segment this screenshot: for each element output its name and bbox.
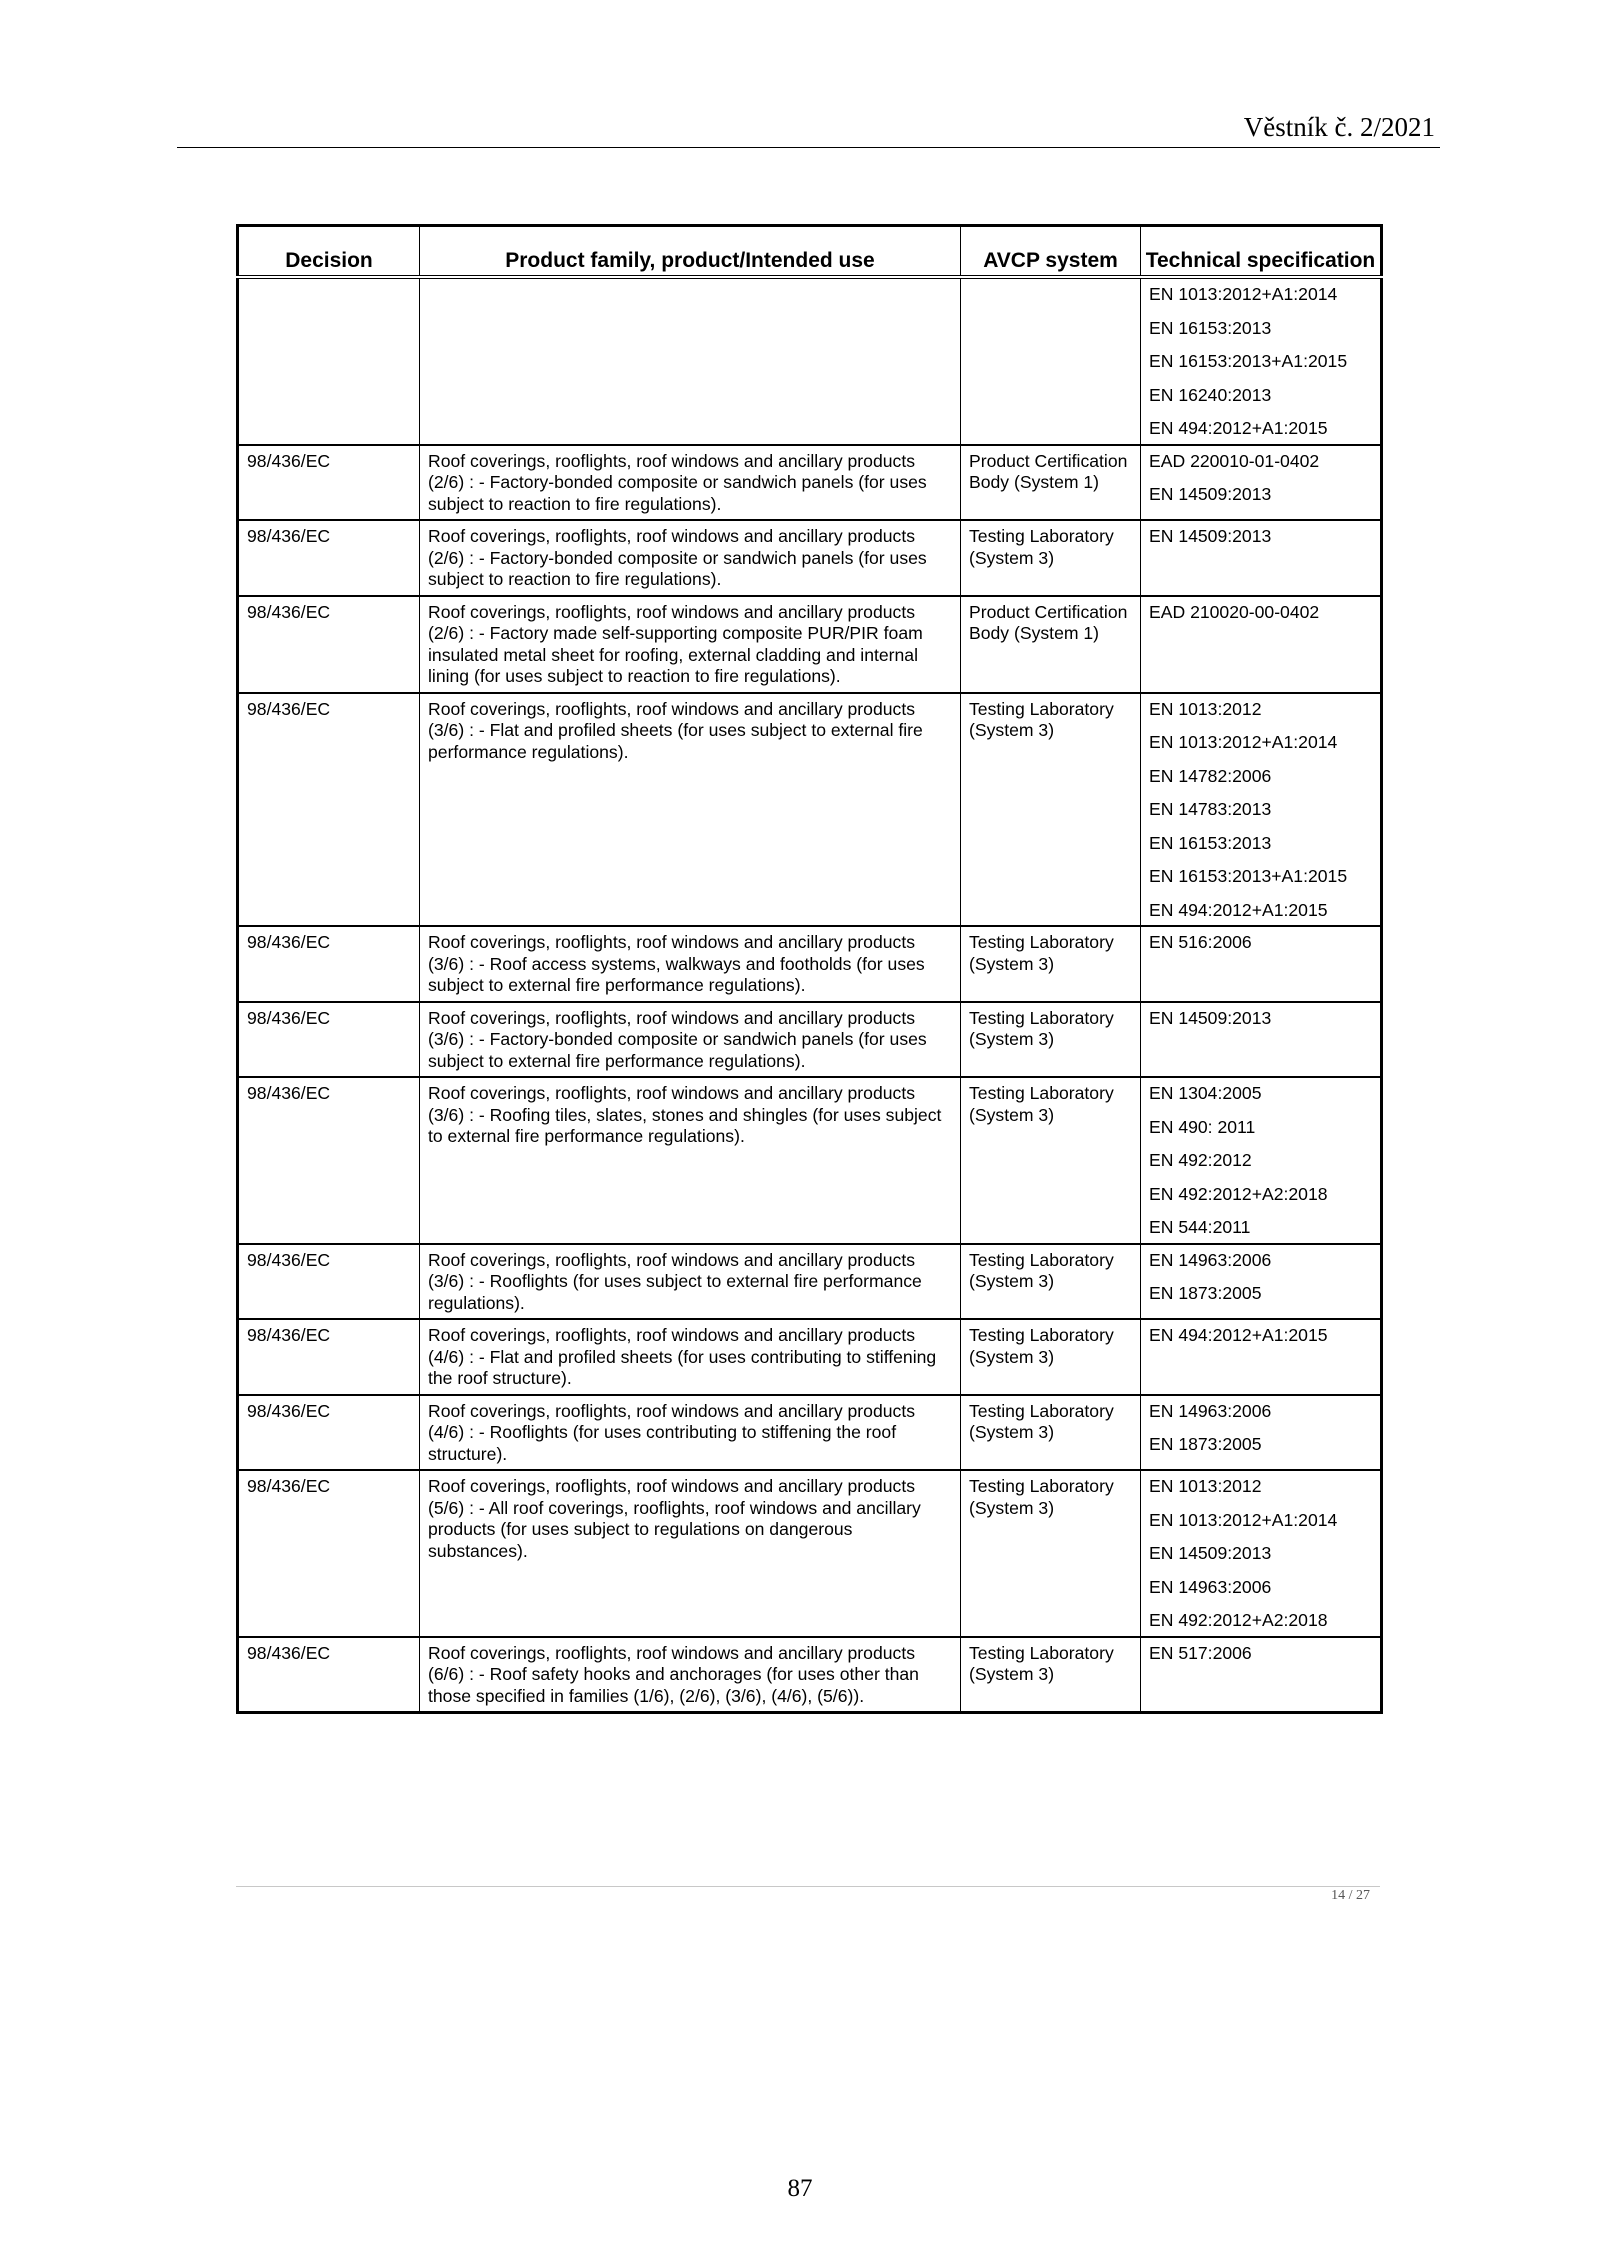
decision-cell: 98/436/EC: [238, 445, 420, 521]
product-cell: Roof coverings, rooflights, roof windows and ancillary products (4/6) : - Flat and profiled sheets (for uses contributing to stiffening the roof structure).: [420, 1319, 961, 1395]
table-row: [238, 1319, 1382, 1395]
spec-table-container: [236, 224, 1380, 1714]
decision-cell: 98/436/EC: [238, 520, 420, 596]
page-of-indicator: 14 / 27: [1331, 1888, 1370, 1903]
tech-spec-item: EN 1013:2012+A1:2014: [1149, 732, 1338, 752]
tech-spec-item: EN 14509:2013: [1149, 1543, 1272, 1563]
tech-spec-item: EN 492:2012: [1149, 1150, 1252, 1170]
tech-spec-item: EAD 220010-01-0402: [1149, 450, 1320, 471]
tech-spec-item: EN 1304:2005: [1149, 1083, 1262, 1103]
tech-spec-item: EAD 210020-00-0402: [1149, 601, 1320, 622]
tech-spec-item: EN 1013:2012: [1149, 698, 1262, 719]
product-cell: Roof coverings, rooflights, roof windows and ancillary products (5/6) : - All roof coverings, rooflights, roof windows and ancillary products (for uses subject to regulations on dangerous substances).: [420, 1470, 961, 1637]
table-row: [238, 1244, 1382, 1320]
column-header-product: Product family, product/Intended use: [420, 226, 961, 278]
avcp-cell: Testing Laboratory (System 3): [961, 1470, 1141, 1637]
table-header-row: [238, 226, 1382, 278]
avcp-cell: Testing Laboratory (System 3): [961, 1319, 1141, 1395]
spec-table: [236, 224, 1383, 1714]
tech-spec-item: EN 494:2012+A1:2015: [1149, 1325, 1328, 1345]
avcp-cell: Testing Laboratory (System 3): [961, 926, 1141, 1002]
decision-cell: 98/436/EC: [238, 693, 420, 927]
table-row: [238, 596, 1382, 693]
tech-spec-item: EN 517:2006: [1149, 1642, 1252, 1663]
table-row: [238, 1470, 1382, 1637]
avcp-cell: Testing Laboratory (System 3): [961, 520, 1141, 596]
tech-spec-cell: [1141, 926, 1382, 1002]
tech-spec-item: EN 1873:2005: [1149, 1434, 1262, 1454]
tech-spec-cell: [1141, 1470, 1382, 1637]
tech-spec-cell: [1141, 1244, 1382, 1320]
tech-spec-item: EN 14783:2013: [1149, 799, 1272, 819]
table-row: [238, 1637, 1382, 1713]
tech-spec-item: EN 16240:2013: [1149, 384, 1272, 405]
decision-cell: [238, 277, 420, 445]
tech-spec-item: EN 544:2011: [1149, 1217, 1251, 1237]
table-body: [238, 277, 1382, 1713]
tech-spec-item: EN 494:2012+A1:2015: [1149, 418, 1328, 438]
footer-rule: [236, 1886, 1380, 1887]
decision-cell: 98/436/EC: [238, 1244, 420, 1320]
tech-spec-item: EN 516:2006: [1149, 932, 1252, 952]
tech-spec-item: EN 14509:2013: [1149, 526, 1272, 546]
product-cell: Roof coverings, rooflights, roof windows and ancillary products (2/6) : - Factory made self-supporting composite PUR/PIR foam insulated metal sheet for roofing, external cladding and internal lining (for uses subject to reaction to fire regulations).: [420, 596, 961, 693]
column-header-tech-spec: Technical specification: [1141, 226, 1382, 278]
avcp-cell: Product Certification Body (System 1): [961, 445, 1141, 521]
tech-spec-item: EN 14782:2006: [1149, 765, 1272, 786]
column-header-decision: Decision: [238, 226, 420, 278]
tech-spec-item: EN 490: 2011: [1149, 1116, 1256, 1137]
table-row: [238, 693, 1382, 927]
product-cell: Roof coverings, rooflights, roof windows and ancillary products (4/6) : - Rooflights (for uses contributing to stiffening the roof structure).: [420, 1395, 961, 1471]
tech-spec-cell: [1141, 277, 1382, 445]
avcp-cell: Testing Laboratory (System 3): [961, 1395, 1141, 1471]
tech-spec-cell: [1141, 1319, 1382, 1395]
tech-spec-item: EN 14509:2013: [1149, 484, 1272, 504]
table-row: [238, 1395, 1382, 1471]
decision-cell: 98/436/EC: [238, 1077, 420, 1244]
product-cell: Roof coverings, rooflights, roof windows and ancillary products (3/6) : - Roof access systems, walkways and footholds (for uses subject to external fire performance regulations).: [420, 926, 961, 1002]
tech-spec-item: EN 16153:2013+A1:2015: [1149, 351, 1348, 371]
product-cell: Roof coverings, rooflights, roof windows and ancillary products (3/6) : - Factory-bonded composite or sandwich panels (for uses subject to external fire performance regulations).: [420, 1002, 961, 1078]
product-cell: Roof coverings, rooflights, roof windows and ancillary products (2/6) : - Factory-bonded composite or sandwich panels (for uses subject to reaction to fire regulations).: [420, 445, 961, 521]
decision-cell: 98/436/EC: [238, 1002, 420, 1078]
avcp-cell: Testing Laboratory (System 3): [961, 1244, 1141, 1320]
decision-cell: 98/436/EC: [238, 596, 420, 693]
tech-spec-item: EN 16153:2013+A1:2015: [1149, 866, 1348, 886]
avcp-cell: [961, 277, 1141, 445]
avcp-cell: Testing Laboratory (System 3): [961, 1637, 1141, 1713]
bulletin-title: Věstník č. 2/2021: [1243, 112, 1435, 142]
avcp-cell: Testing Laboratory (System 3): [961, 693, 1141, 927]
decision-cell: 98/436/EC: [238, 926, 420, 1002]
tech-spec-item: EN 1013:2012: [1149, 1476, 1262, 1496]
avcp-cell: Product Certification Body (System 1): [961, 596, 1141, 693]
tech-spec-cell: [1141, 520, 1382, 596]
tech-spec-item: EN 16153:2013: [1149, 317, 1272, 338]
tech-spec-cell: [1141, 445, 1382, 521]
decision-cell: 98/436/EC: [238, 1319, 420, 1395]
page-number: 87: [787, 2175, 813, 2202]
product-cell: Roof coverings, rooflights, roof windows and ancillary products (6/6) : - Roof safety hooks and anchorages (for uses other than those specified in families (1/6), (2/6), (3/6), (4/6), (5/6)).: [420, 1637, 961, 1713]
table-row: [238, 277, 1382, 445]
decision-cell: 98/436/EC: [238, 1395, 420, 1471]
tech-spec-cell: [1141, 1077, 1382, 1244]
tech-spec-item: EN 1013:2012+A1:2014: [1149, 1509, 1338, 1530]
avcp-cell: Testing Laboratory (System 3): [961, 1077, 1141, 1244]
tech-spec-item: EN 14509:2013: [1149, 1007, 1272, 1028]
table-row: [238, 926, 1382, 1002]
table-row: [238, 1002, 1382, 1078]
tech-spec-item: EN 494:2012+A1:2015: [1149, 899, 1328, 920]
tech-spec-cell: [1141, 1637, 1382, 1713]
tech-spec-item: EN 492:2012+A2:2018: [1149, 1610, 1328, 1630]
tech-spec-item: EN 1013:2012+A1:2014: [1149, 284, 1338, 304]
product-cell: Roof coverings, rooflights, roof windows and ancillary products (3/6) : - Rooflights (for uses subject to external fire performance regulations).: [420, 1244, 961, 1320]
product-cell: Roof coverings, rooflights, roof windows and ancillary products (3/6) : - Flat and profiled sheets (for uses subject to external fire performance regulations).: [420, 693, 961, 927]
tech-spec-cell: [1141, 693, 1382, 927]
tech-spec-cell: [1141, 1395, 1382, 1471]
table-row: [238, 1077, 1382, 1244]
tech-spec-item: EN 14963:2006: [1149, 1576, 1272, 1597]
tech-spec-item: EN 1873:2005: [1149, 1283, 1262, 1303]
tech-spec-item: EN 16153:2013: [1149, 832, 1272, 853]
table-row: [238, 520, 1382, 596]
tech-spec-cell: [1141, 1002, 1382, 1078]
avcp-cell: Testing Laboratory (System 3): [961, 1002, 1141, 1078]
product-cell: Roof coverings, rooflights, roof windows and ancillary products (2/6) : - Factory-bonded composite or sandwich panels (for uses subject to reaction to fire regulations).: [420, 520, 961, 596]
table-row: [238, 445, 1382, 521]
decision-cell: 98/436/EC: [238, 1470, 420, 1637]
tech-spec-cell: [1141, 596, 1382, 693]
tech-spec-item: EN 492:2012+A2:2018: [1149, 1183, 1328, 1204]
tech-spec-item: EN 14963:2006: [1149, 1249, 1272, 1270]
tech-spec-item: EN 14963:2006: [1149, 1400, 1272, 1421]
header-rule: [177, 147, 1440, 148]
product-cell: [420, 277, 961, 445]
decision-cell: 98/436/EC: [238, 1637, 420, 1713]
product-cell: Roof coverings, rooflights, roof windows and ancillary products (3/6) : - Roofing tiles, slates, stones and shingles (for uses subject to external fire performance regulations).: [420, 1077, 961, 1244]
column-header-avcp: AVCP system: [961, 226, 1141, 278]
